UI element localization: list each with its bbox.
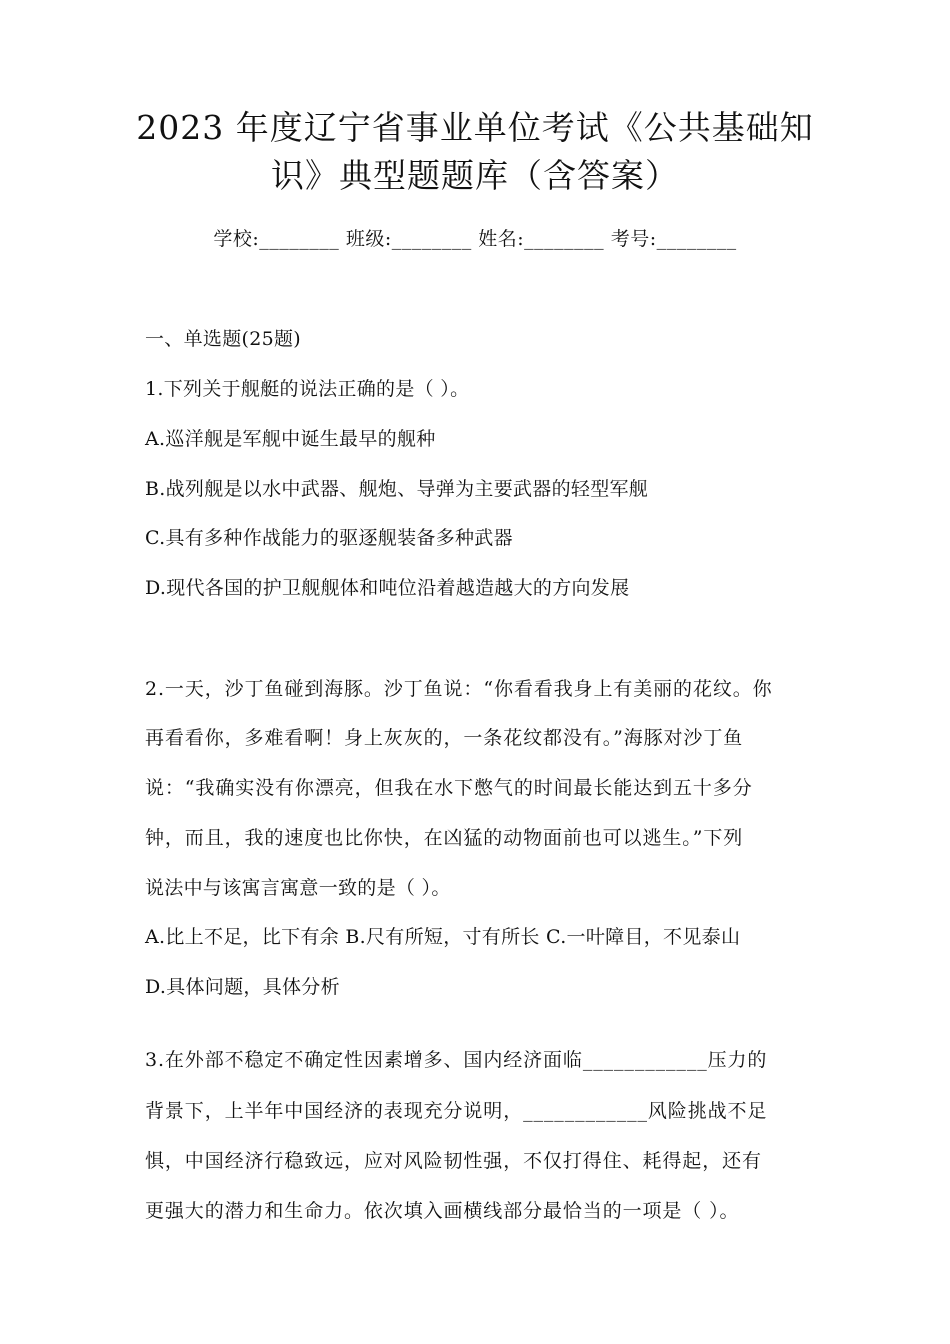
document-title-line-2: 识》典型题题库（含答案） [271, 156, 679, 195]
section-heading: 一、单选题(25题) [145, 328, 302, 350]
question-1-option-b: B.战列舰是以水中武器、舰炮、导弹为主要武器的轻型军舰 [145, 478, 649, 500]
question-2-stem-line-4: 钟，而且，我的速度也比你快，在凶猛的动物面前也可以逃生。”下列 [145, 827, 744, 849]
question-2-stem-line-3: 说：“我确实没有你漂亮，但我在水下憋气的时间最长能达到五十多分 [145, 777, 753, 799]
question-3-stem-line-3: 惧，中国经济行稳致远，应对风险韧性强，不仅打得住、耗得起，还有 [145, 1150, 762, 1172]
student-info-line: 学校:________ 班级:________ 姓名:________ 考号:________ [213, 228, 737, 250]
question-2-stem-line-2: 再看看你，多难看啊！身上灰灰的，一条花纹都没有。”海豚对沙丁鱼 [145, 727, 744, 749]
question-1-option-d: D.现代各国的护卫舰舰体和吨位沿着越造越大的方向发展 [145, 577, 630, 599]
question-2-option-d: D.具体问题，具体分析 [145, 976, 340, 998]
document-title-line-1: 2023 年度辽宁省事业单位考试《公共基础知 [136, 108, 814, 147]
question-2-stem-line-5: 说法中与该寓言寓意一致的是（ ）。 [145, 877, 451, 899]
question-1-option-c: C.具有多种作战能力的驱逐舰装备多种武器 [145, 527, 513, 549]
question-2-options-abc: A.比上不足，比下有余 B.尺有所短，寸有所长 C.一叶障目，不见泰山 [145, 926, 741, 948]
question-3-stem-line-4: 更强大的潜力和生命力。依次填入画横线部分最恰当的一项是（ ）。 [145, 1200, 740, 1222]
question-3-stem-line-2: 背景下，上半年中国经济的表现充分说明，____________风险挑战不足 [145, 1100, 768, 1122]
question-2-stem-line-1: 2.一天，沙丁鱼碰到海豚。沙丁鱼说：“你看看我身上有美丽的花纹。你 [145, 678, 773, 700]
question-1-stem: 1.下列关于舰艇的说法正确的是（ ）。 [145, 378, 470, 400]
question-1-option-a: A.巡洋舰是军舰中诞生最早的舰种 [145, 428, 436, 450]
question-3-stem-line-1: 3.在外部不稳定不确定性因素增多、国内经济面临____________压力的 [145, 1049, 768, 1071]
